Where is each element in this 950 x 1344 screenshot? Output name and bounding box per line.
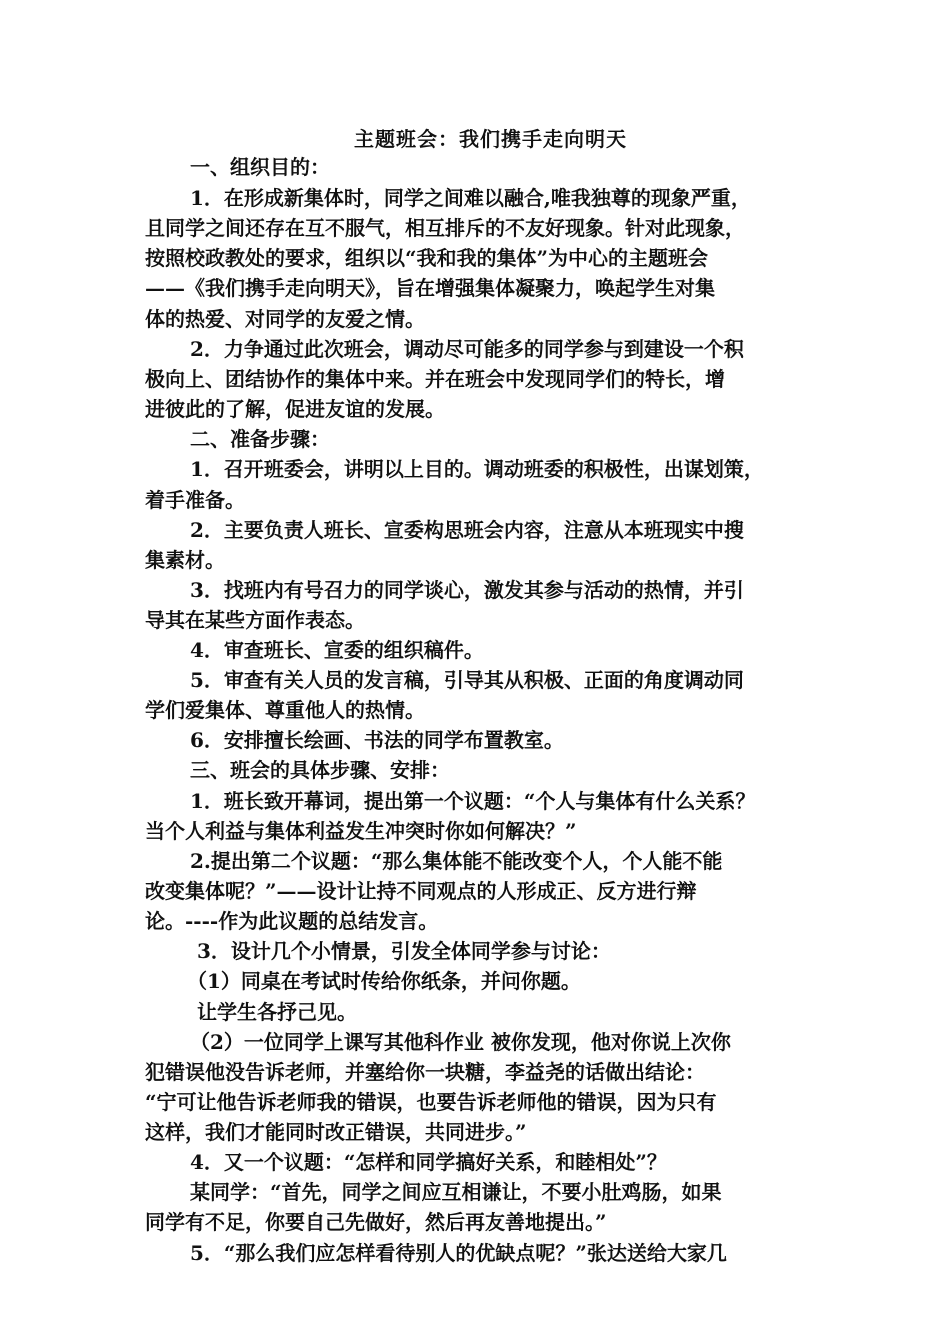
text-line: 这样，我们才能同时改正错误，共同进步。” [145,1120,527,1144]
text-line: 且同学之间还存在互不服气，相互排斥的不友好现象。针对此现象， [145,216,745,240]
text-line: 6．安排擅长绘画、书法的同学布置教室。 [190,728,564,752]
text-line: 4．又一个议题：“怎样和同学搞好关系，和睦相处”？ [190,1150,667,1174]
text-line: 进彼此的了解，促进友谊的发展。 [145,397,445,421]
text-line: （1）同桌在考试时传给你纸条，并问你题。 [187,969,581,993]
text-line: 导其在某些方面作表态。 [145,608,365,632]
text-line: 改变集体呢？”——设计让持不同观点的人形成正、反方进行辩 [145,879,697,903]
document-title: 主题班会：我们携手走向明天 [354,127,627,151]
text-line: “宁可让他告诉老师我的错误，也要告诉老师他的错误，因为只有 [145,1090,717,1114]
text-line: 5．“那么我们应怎样看待别人的优缺点呢？”张达送给大家几 [190,1241,727,1265]
text-line: 极向上、团结协作的集体中来。并在班会中发现同学们的特长，增 [145,367,725,391]
text-line: 当个人利益与集体利益发生冲突时你如何解决？” [145,819,577,843]
text-line: 1．班长致开幕词，提出第一个议题：“个人与集体有什么关系？ [190,789,756,813]
text-line: 论。----作为此议题的总结发言。 [145,909,439,933]
text-line: （2）一位同学上课写其他科作业 被你发现，他对你说上次你 [190,1030,731,1054]
text-line: 2.提出第二个议题：“那么集体能不能改变个人，个人能不能 [190,849,723,873]
section-heading: 一、组织目的： [190,155,330,179]
text-line: 2．力争通过此次班会，调动尽可能多的同学参与到建设一个积 [190,337,744,361]
text-line: 2．主要负责人班长、宣委构思班会内容，注意从本班现实中搜 [190,518,744,542]
text-line: 学们爱集体、尊重他人的热情。 [145,698,425,722]
text-line: 同学有不足，你要自己先做好，然后再友善地提出。” [145,1210,607,1234]
text-line: 3．设计几个小情景，引发全体同学参与讨论： [197,939,611,963]
text-line: 5．审查有关人员的发言稿，引导其从积极、正面的角度调动同 [190,668,744,692]
text-line: 1．召开班委会，讲明以上目的。调动班委的积极性，出谋划策， [190,457,764,481]
text-line: 4．审查班长、宣委的组织稿件。 [190,638,484,662]
text-line: 集素材。 [145,548,225,572]
text-line: 犯错误他没告诉老师，并塞给你一块糖，李益尧的话做出结论： [145,1060,705,1084]
section-heading: 二、准备步骤： [190,427,330,451]
section-heading: 三、班会的具体步骤、安排： [190,758,450,782]
text-line: 让学生各抒己见。 [197,1000,357,1024]
text-line: 体的热爱、对同学的友爱之情。 [145,307,425,331]
text-line: 按照校政教处的要求，组织以“我和我的集体”为中心的主题班会 [145,246,709,270]
text-line: ——《我们携手走向明天》，旨在增强集体凝聚力，唤起学生对集 [145,276,715,300]
text-line: 着手准备。 [145,488,245,512]
text-line: 某同学：“首先，同学之间应互相谦让，不要小肚鸡肠，如果 [190,1180,722,1204]
text-line: 3．找班内有号召力的同学谈心，激发其参与活动的热情，并引 [190,578,744,602]
text-line: 1．在形成新集体时，同学之间难以融合,唯我独尊的现象严重， [190,186,751,210]
